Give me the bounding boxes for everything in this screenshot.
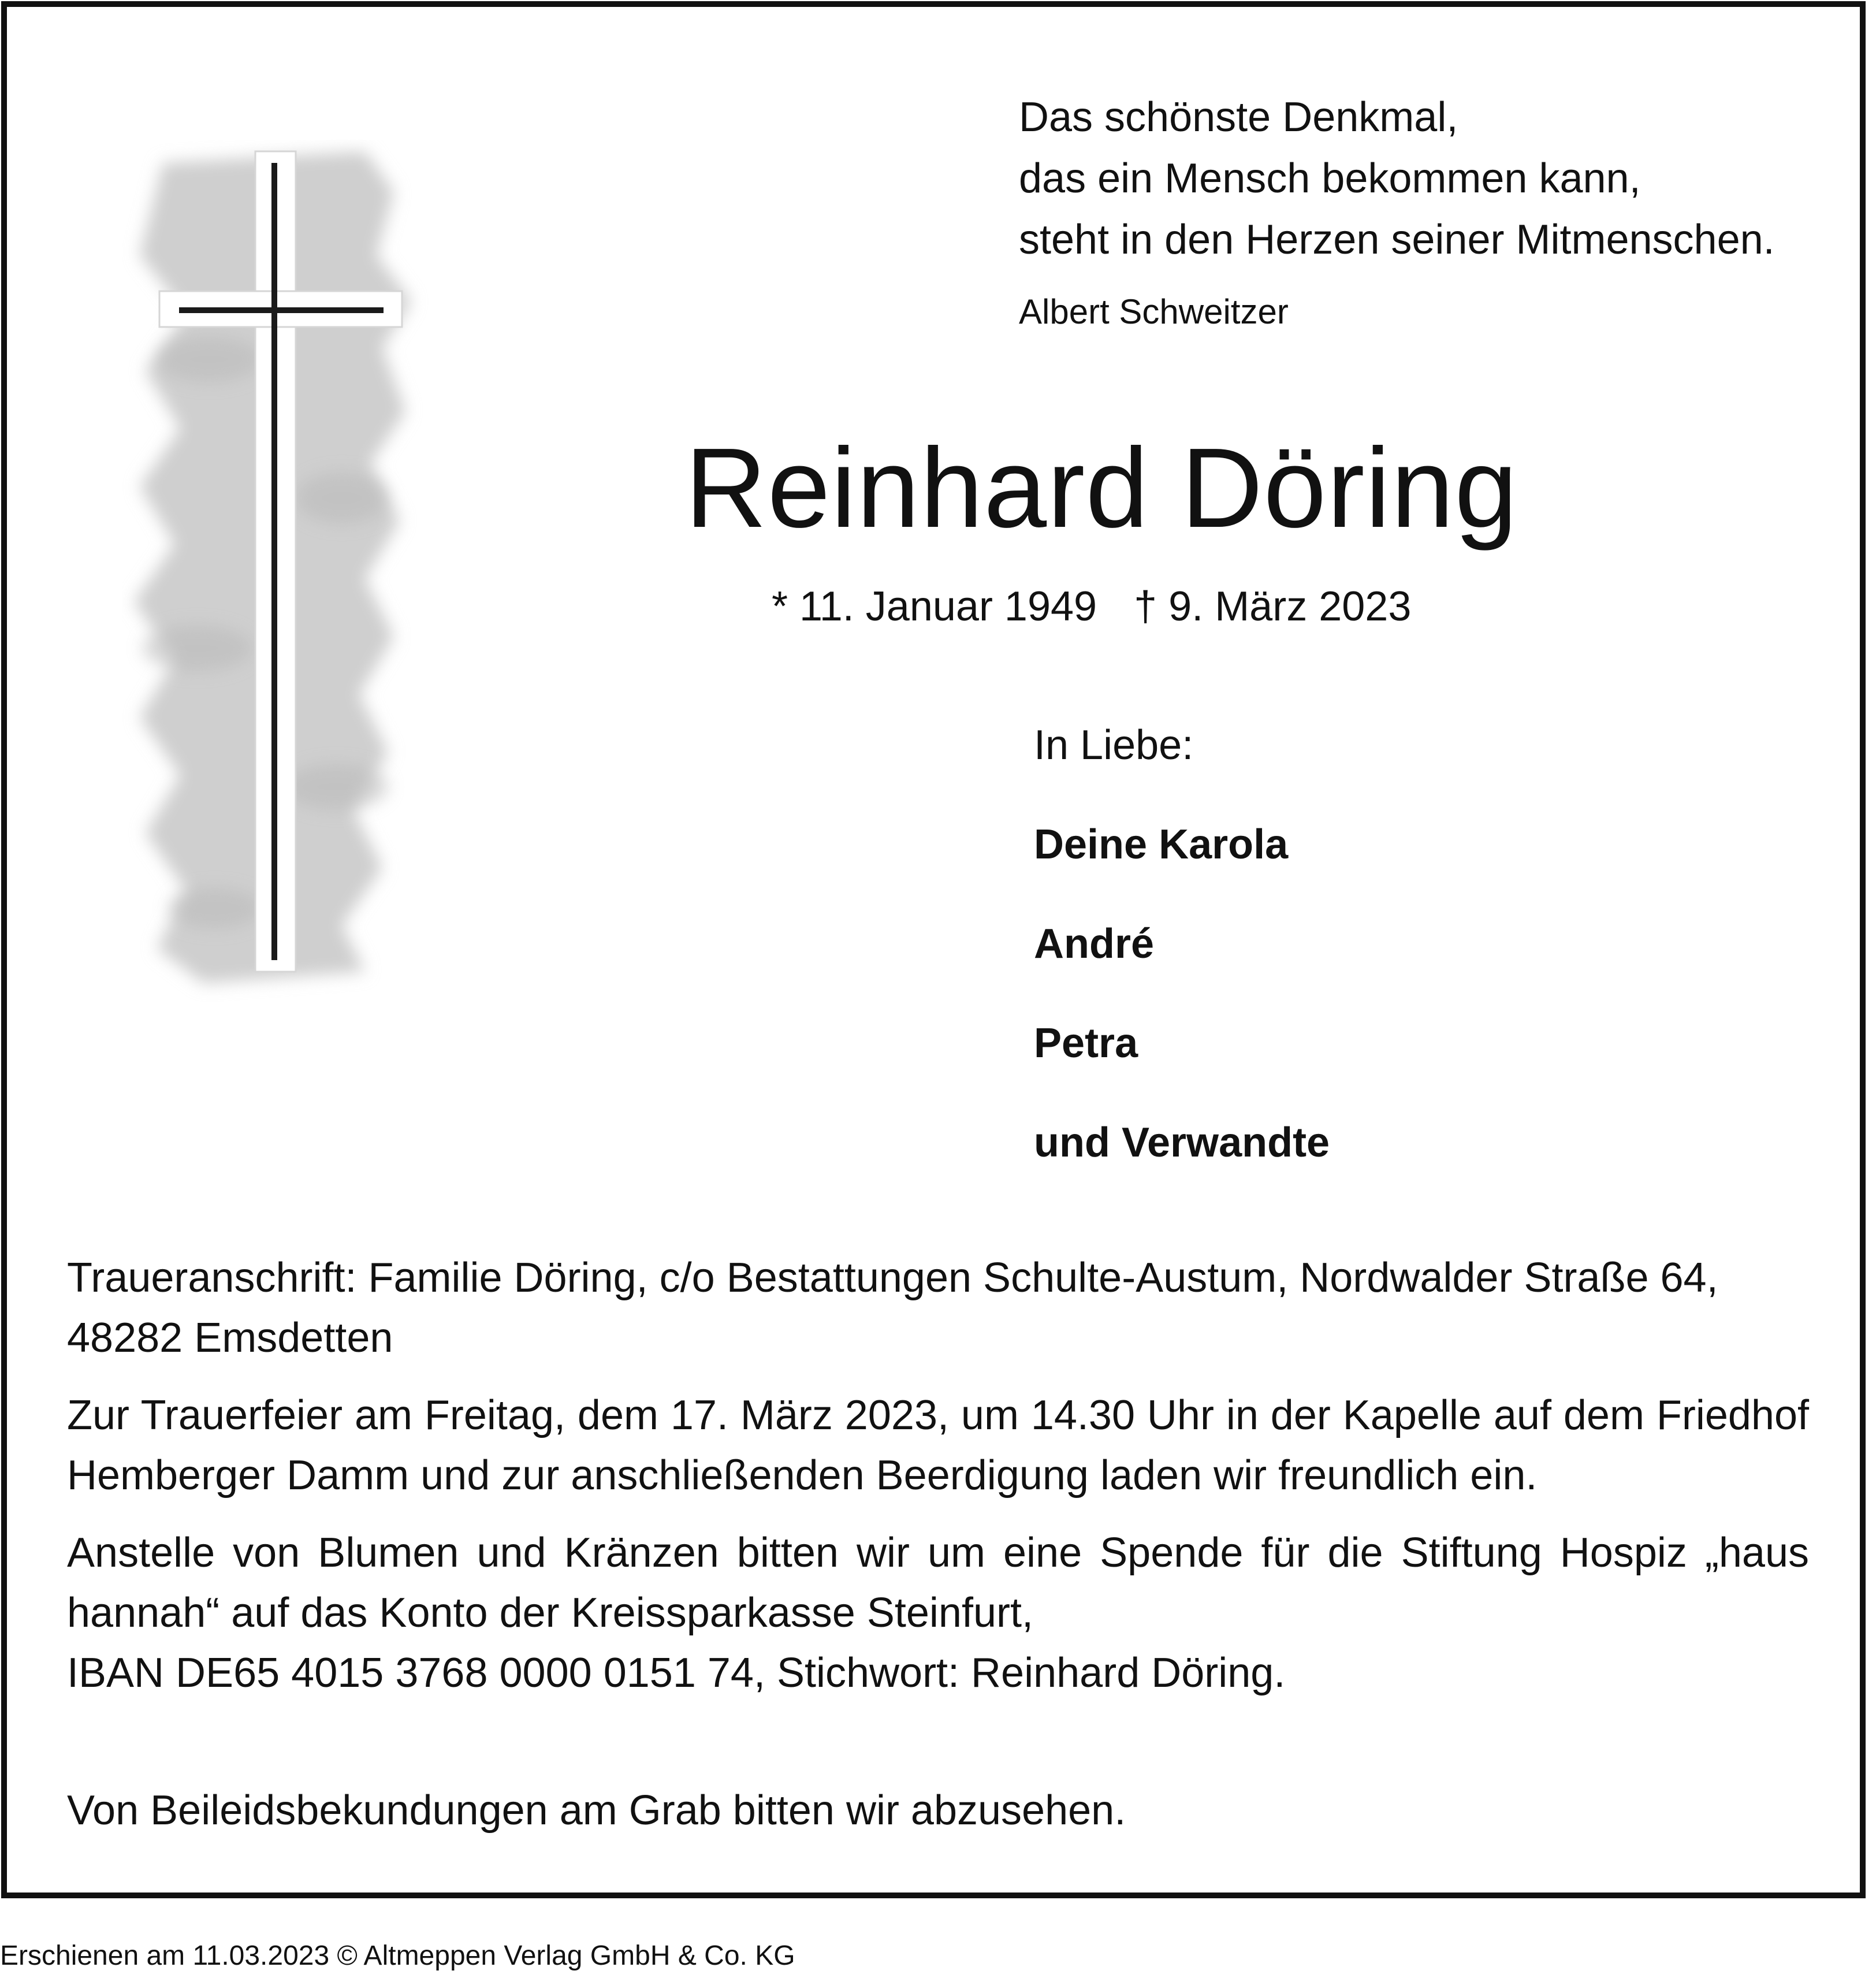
quote-line: das ein Mensch bekommen kann, <box>1019 155 1641 202</box>
mourner-name: Deine Karola <box>1034 821 1289 868</box>
notices-block <box>67 1248 1809 1858</box>
quote-block <box>1019 87 1775 270</box>
mourning-address-line: 48282 Emsdetten <box>67 1315 393 1361</box>
mourners-intro: In Liebe: <box>1034 722 1194 768</box>
quote-line: Das schönste Denkmal, <box>1019 94 1458 140</box>
life-dates <box>772 578 1411 635</box>
mourners-block <box>1034 716 1330 1213</box>
mourner-name: Petra <box>1034 1020 1138 1066</box>
publication-footer: Erschienen am 11.03.2023 © Altmeppen Verlag GmbH & Co. KG <box>0 1940 795 1971</box>
quote-line: steht in den Herzen seiner Mitmenschen. <box>1019 217 1775 263</box>
birth-date: * 11. Januar 1949 <box>772 583 1097 630</box>
mourning-address <box>67 1248 1809 1368</box>
condolence-notice: Von Beileidsbekundungen am Grab bitten wir abzusehen. <box>67 1787 1126 1834</box>
ceremony-notice: Zur Trauerfeier am Freitag, dem 17. März 2023, um 14.30 Uhr in der Kapelle auf dem Friedhof Hemberger Damm und zur anschließenden Beerdigung laden wir freundlich ein. <box>67 1392 1809 1499</box>
mourner-name: und Verwandte <box>1034 1120 1330 1166</box>
donation-text: Anstelle von Blumen und Kränzen bitten wir um eine Spende für die Stiftung Hospiz „haus hannah“ auf das Konto der Kreissparkasse Steinfurt, <box>67 1530 1809 1636</box>
quote-author: Albert Schweitzer <box>1019 292 1289 331</box>
donation-iban: IBAN DE65 4015 3768 0000 0151 74, Stichwort: Reinhard Döring. <box>67 1650 1286 1696</box>
donation-notice <box>67 1523 1809 1703</box>
mourning-address-line: Traueranschrift: Familie Döring, c/o Bestattungen Schulte-Austum, Nordwalder Straße 64, <box>67 1255 1718 1301</box>
spacer <box>67 1720 1809 1780</box>
deceased-name: Reinhard Döring <box>685 425 1518 551</box>
cross-icon <box>122 140 446 1006</box>
death-date: † 9. März 2023 <box>1134 583 1412 630</box>
mourner-name: André <box>1034 921 1155 967</box>
